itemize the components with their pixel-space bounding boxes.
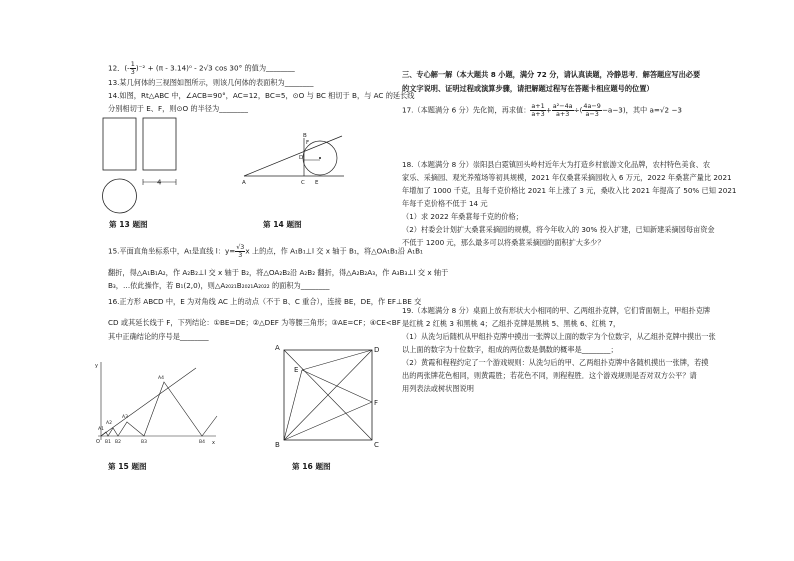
svg-text:B1: B1: [105, 440, 111, 445]
svg-text:B4: B4: [199, 440, 205, 445]
front-view-rect: [103, 118, 136, 170]
svg-text:B3: B3: [141, 440, 147, 445]
question-18-sub1: （1）求 2022 年桑葚每千克的价格；: [402, 212, 523, 221]
question-15-line3: B₃，…依此操作，若 B₁(2,0)，则△A₂₀₂₁B₂₀₂₁A₂₀₂₂ 的面积为________: [108, 281, 330, 290]
svg-text:F: F: [374, 399, 379, 407]
dimension-label: 4: [157, 178, 162, 187]
figure-16-square: [268, 340, 386, 452]
svg-text:A: A: [275, 344, 280, 352]
question-18-line4: 年每千克价格不低于 14 元: [402, 199, 488, 208]
q17-fraction-2: $\frac{\text{a²−4a}}{a+3}$: [552, 102, 573, 118]
question-12: 12．(- $\frac{1}{3}$ )⁻² + (π - 3.14)⁰ - 2√3 cos 30° 的值为________: [108, 60, 295, 76]
question-16-line2: CD 或其延长线于 F，下列结论：①BE=DE；②△DEF 为等腰三角形；③AE=CF；④CE<BF: [108, 318, 401, 327]
side-view-rect: [143, 118, 176, 170]
svg-text:B: B: [303, 133, 307, 139]
q17-fraction-1: $\frac{a+1}{a+3}$: [531, 102, 545, 118]
question-19-sub2-line3: 用列表法或树状图说明: [402, 384, 474, 393]
section-three-heading-line2: 的文字说明、证明过程或演算步骤，请把解题过程写在答题卡相应题号的位置）: [402, 84, 654, 93]
svg-text:F: F: [306, 140, 310, 146]
svg-text:E: E: [294, 366, 299, 374]
svg-text:C: C: [374, 441, 379, 449]
question-19-sub1-line2: 以上面的数字为十位数字，组成的两位数是偶数的概率是________；: [402, 345, 618, 354]
svg-text:A: A: [242, 180, 246, 186]
svg-text:O: O: [96, 439, 100, 445]
question-16-line3: 其中正确结论的序号是________: [108, 332, 209, 341]
section-three-heading-line1: 三、专心解一解（本大题共 8 小题，满分 72 分，请认真读题，冷静思考．解答题应写出必要: [402, 70, 701, 79]
svg-text:C: C: [301, 180, 305, 186]
question-19-sub2-line1: （2）黄霞和程程约定了一个游戏规则：从洗匀后的甲、乙两组扑克牌中各随机摸出一张牌，若摸: [402, 358, 709, 367]
svg-text:A4: A4: [158, 376, 164, 381]
question-18-line3: 年增加了 1000 千克，且每千克价格比 2021 年上涨了 3 元，桑收入比 2021 年提高了 50% 已知 2021: [402, 186, 737, 195]
question-19-line1: 19.（本题满分 8 分）桌面上放有形状大小相同的甲、乙两组扑克牌，它们背面朝上，甲组扑克牌: [402, 306, 711, 315]
question-17: 17.（本题满分 6 分）先化简，再求值： $\frac{a+1}{a+3}$ + $\frac{\text{a²−4a}}{a+3}$ ÷( $\frac{4a-9}{a-3}$ −a−3)，其中 a=√2 −3: [402, 102, 682, 118]
question-13: 13.某几何体的三视图如图所示，则该几何体的表面积为________: [108, 78, 314, 87]
figure-14-caption: 第 14 题图: [263, 220, 302, 229]
svg-text:x: x: [212, 440, 215, 446]
figure-13-three-views: [100, 116, 180, 218]
question-15-line2: 翻折，得△A₁B₁A₂，作 A₂B₂⊥l 交 x 轴于 B₂，将△OA₂B₂沿 A₂B₂ 翻折，得△A₂B₂A₃，作 A₃B₃⊥l 交 x 轴于: [108, 268, 449, 277]
question-14-line1: 14.如图，Rt△ABC 中，∠ACB=90°，AC=12，BC=5，⊙O 与 BC 相切于 B，与 AC 的延长线: [108, 91, 415, 100]
q15-fraction: $\frac{√3}{3}$: [236, 243, 245, 259]
question-19-sub2-line2: 出的两张牌花色相同，则黄霞胜；若花色不同，则程程胜．这个游戏规则是否对双方公平？请: [402, 371, 697, 380]
q17-fraction-3: $\frac{4a-9}{a-3}$: [583, 102, 601, 118]
question-16-line1: 16.正方形 ABCD 中，E 为对角线 AC 上的动点（不于 B、C 重合），连接 BE，DE，作 EF⊥BE 交: [108, 297, 422, 306]
zigzag-path: [101, 382, 217, 436]
svg-text:D: D: [374, 346, 380, 354]
question-18-line1: 18.（本题满分 8 分）崇阳县白霓镇回头岭村近年大为打造乡村旅游文化品牌，农村特色美食、农: [402, 160, 711, 169]
question-18-line2: 家乐、采摘园、观光养殖场等初具规模，2021 年仅桑葚采摘园收入 6 万元，2022 年桑葚产量比 2021: [402, 173, 732, 182]
question-19-sub1-line1: （1）从洗匀后随机从甲组扑克牌中摸出一张牌以上面的数字为个位数字，从乙组扑克牌中摸出一张: [402, 332, 716, 341]
figure-15-coordinate-zigzag: [92, 358, 222, 448]
figure-13-caption: 第 13 题图: [109, 220, 148, 229]
svg-text:A1: A1: [98, 427, 104, 432]
figure-15-caption: 第 15 题图: [108, 462, 147, 471]
question-15-line1: 15.平面直角坐标系中，A₁是直线 l：y= $\frac{√3}{3}$ x 上的点，作 A₁B₁⊥l 交 x 轴于 B₁，将△OA₁B₁沿 A₁B₁: [108, 243, 423, 259]
question-18-sub2-line2: 不低于 1200 元，那么最多可以将桑葚采摘园的面积扩大多少？: [402, 238, 605, 247]
svg-text:A3: A3: [122, 415, 128, 420]
svg-text:B: B: [275, 441, 280, 449]
svg-text:y: y: [95, 363, 98, 369]
figure-16-caption: 第 16 题图: [292, 462, 331, 471]
svg-text:E: E: [315, 180, 319, 186]
svg-text:D: D: [299, 155, 304, 161]
question-14-line2: 分别相切于 E、F，则⊙O 的半径为________: [108, 104, 248, 113]
question-19-line2: 是红桃 2 红桃 3 和黑桃 4；乙组扑克牌是黑桃 5、黑桃 6、红桃 7，: [402, 319, 621, 328]
line-l: [101, 368, 196, 436]
question-18-sub2-line1: （2）村委会计划扩大桑葚采摘园的规模，将今年收入的 30% 投入扩建，已知新建采摘园每亩资金: [402, 225, 715, 234]
q12-fraction: $\frac{1}{3}$: [130, 60, 135, 76]
figure-14-triangle-circle: [240, 128, 360, 190]
svg-text:A2: A2: [106, 421, 112, 426]
top-view-circle: [103, 179, 137, 213]
svg-text:B2: B2: [115, 440, 121, 445]
